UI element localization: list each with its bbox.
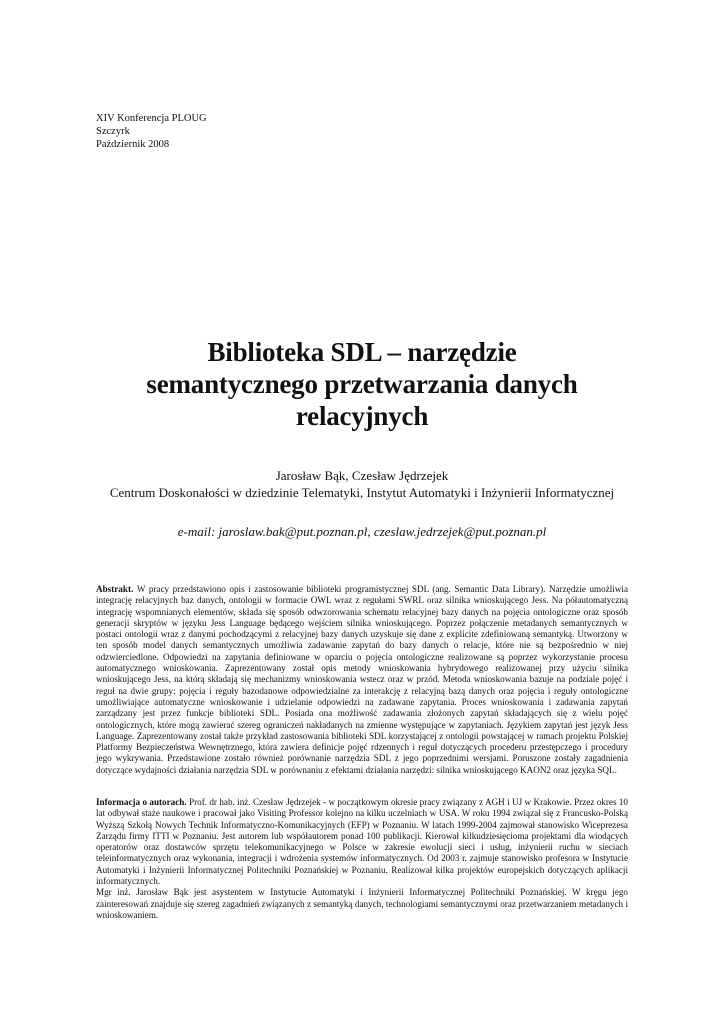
author-names: Jarosław Bąk, Czesław Jędrzejek	[275, 468, 449, 483]
conference-name: XIV Konferencja PLOUG	[96, 113, 207, 124]
conference-date: Październik 2008	[96, 139, 170, 150]
author-info-paragraph-2: Mgr inż. Jarosław Bąk jest asystentem w Instytucie Automatyki i Inżynierii Informatycznej Politechniki Poznańskiej. W kręgu jego zainteresowań znajduje się szereg zagadnień związanych z semantyką danych, technologiami semantycznymi oraz przetwarzaniem metadanych i wnioskowaniem.	[96, 887, 628, 920]
author-email: e-mail: jaroslaw.bak@put.poznan.pl, czeslaw.jedrzejek@put.poznan.pl	[177, 524, 547, 539]
title-line-3: relacyjnych	[295, 401, 429, 431]
abstract-label: Abstrakt.	[96, 584, 137, 594]
abstract-text: W pracy przedstawiono opis i zastosowanie biblioteki programistycznej SDL (ang. Semantic Data Library). Narzędzie umożliwia integrację relacyjnych baz danych, ontologii w formacie OWL wraz z regułami SWRL oraz silnika wnioskującego Jess. Na półautomatyczną integrację wspomnianych elementów, składa się sposób odwzorowania schematu relacyjnej bazy danych na pojęcia ontologiczne oraz sposób generacji skryptów w języku Jess Language będącego wejściem silnika wnioskującego. Poprzez połączenie metadanych semantycznych w postaci ontologii wraz z danymi pochodzącymi z relacyjnej bazy danych uzyskuje się dane z explicite zdefiniowaną semantyką. Utworzony w ten sposób model danych semantycznych umożliwia zadawanie zapytań do bazy danych o relacje, które nie są bezpośrednio w niej odzwierciedlone. Odpowiedzi na zapytania definiowane w oparciu o pojęcia ontologiczne realizowane są poprzez wykorzystanie procesu automatycznego wnioskowania. Zaprezentowany został opis metody wnioskowania hybrydowego realizowanej przy użyciu silnika wnioskującego Jess, na którą składają się mechanizmy wnioskowania wstecz oraz w przód. Metoda wnioskowania bazuje na podziale pojęć i reguł na dwie grupy: pojęcia i reguły bazodanowe odpowiedzialne za interakcję z relacyjną bazą danych oraz pojęcia i reguły ontologiczne umożliwiające automatyczne wnioskowanie i udzielanie odpowiedzi na zadawane zapytania. Proces wnioskowania i zadawania zapytań zarządzany jest przez funkcje biblioteki SDL. Posiada ona możliwość zadawania złożonych zapytań składających się z wielu pojęć ontologicznych, które mogą zawierać szereg ograniczeń nakładanych na zmienne występujące w zapytaniach. Językiem zapytań jest język Jess Language. Zaprezentowany został także przykład zastosowania biblioteki SDL korzystającej z ontologii powstającej w ramach projektu Polskiej Platformy Bezpieczeństwa Wewnętrznego, która zawiera definicje pojęć rdzennych i reguł dotyczących procederu przestępczego i procedury jego wykrywania. Przedstawione zostało również porównanie narzędzia SDL z jego poprzednimi wersjami. Poruszone zostały zagadnienia dotyczące wydajności działania narzędzia SDL w porównaniu z efektami działania narzędzi: silnika wnioskującego KAON2 oraz języka SQL.	[96, 584, 628, 775]
conference-location: Szczyrk	[96, 126, 130, 137]
title-line-1: Biblioteka SDL – narzędzie	[207, 337, 517, 367]
conference-header	[96, 112, 207, 151]
authors-block	[60, 467, 664, 501]
author-info-text-1: Prof. dr hab. inż. Czesław Jędrzejek - w początkowym okresie pracy związany z AGH i UJ w Krakowie. Przez okres 10 lat odbywał staże naukowe i pracował jako Visiting Professor kolejno na kilku uczelniach w USA. W roku 1994 związał się z Francusko-Polską Wyższą Szkołą Nowych Technik Informatyczno-Komunikacyjnych (EFP) w Poznaniu. W latach 1999-2004 zajmował stanowisko Wiceprezesa Zarządu firmy ITTI w Poznaniu. Jest autorem lub współautorem ponad 100 publikacji. Kierował kilkudziesięcioma projektami dla wiodących operatorów oraz dostawców sprzętu telekomunikacyjnego w Polsce w zakresie ewolucji sieci i usług, inżynierii ruchu w sieciach teleinformatycznych oraz wykonania, integracji i wdrożenia systemów informatycznych. Od 2003 r. zajmuje stanowisko profesora w Instytucie Automatyki i Inżynierii Informatycznej Politechniki Poznańskiej w Poznaniu. Realizował kilka projektów europejskich dotyczących aplikacji informatycznych.	[96, 797, 628, 887]
abstract-paragraph	[96, 584, 628, 776]
title-line-2: semantycznego przetwarzania danych	[146, 369, 578, 399]
author-affiliation: Centrum Doskonałości w dziedzinie Telematyki, Instytut Automatyki i Inżynierii Informatycznej	[109, 485, 615, 500]
author-info	[96, 797, 628, 921]
paper-title	[80, 336, 644, 432]
author-info-label: Informacja o autorach.	[96, 797, 190, 807]
author-info-paragraph-1	[96, 797, 628, 887]
